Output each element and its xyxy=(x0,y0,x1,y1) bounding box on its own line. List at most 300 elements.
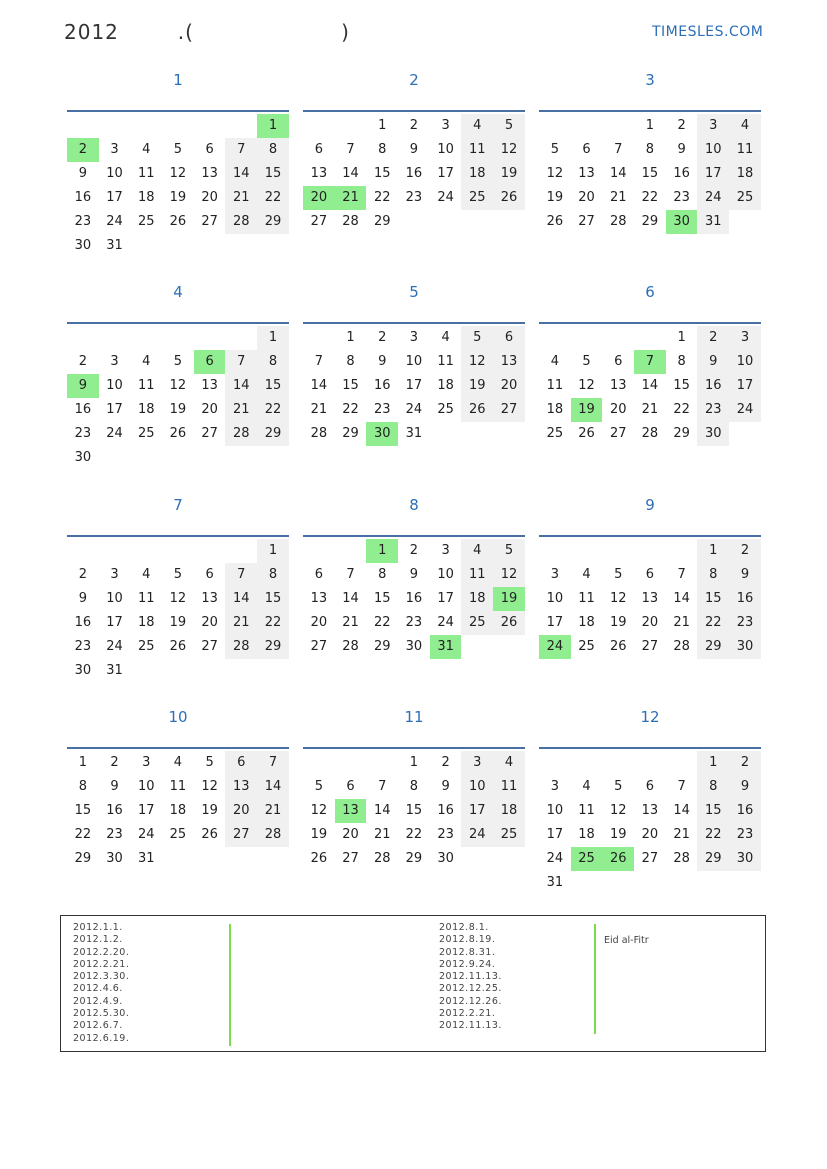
day-cell-holiday: 20 xyxy=(303,186,335,210)
day-cell: 2 xyxy=(697,326,729,350)
holiday-date: 2012.11.13. xyxy=(439,971,502,983)
day-cell: 15 xyxy=(641,166,659,181)
day-cell: 26 xyxy=(493,611,525,635)
day-cell: 23 xyxy=(697,398,729,422)
day-cell: 19 xyxy=(169,402,187,417)
month-title: 5 xyxy=(409,283,419,301)
day-cell-empty xyxy=(130,539,162,563)
day-cell: 10 xyxy=(106,591,123,606)
day-cell-holiday: 19 xyxy=(571,398,603,422)
day-cell: 12 xyxy=(461,350,493,374)
day-cell: 13 xyxy=(310,166,328,181)
day-cell: 29 xyxy=(74,851,92,866)
day-cell: 11 xyxy=(578,803,595,818)
day-cell: 13 xyxy=(609,378,627,393)
day-cell: 18 xyxy=(169,803,187,818)
day-cell: 2 xyxy=(729,539,761,563)
day-cell: 15 xyxy=(257,587,289,611)
month-divider xyxy=(67,747,289,749)
day-cell: 30 xyxy=(74,450,92,465)
day-cell: 7 xyxy=(225,563,257,587)
day-cell: 5 xyxy=(173,142,183,157)
day-cell: 13 xyxy=(201,378,218,393)
day-cell-empty xyxy=(571,539,603,563)
day-cell: 14 xyxy=(225,587,257,611)
day-cell-empty xyxy=(130,326,162,350)
day-cell: 3 xyxy=(550,779,559,794)
day-cell: 13 xyxy=(310,591,328,606)
day-cell: 12 xyxy=(546,166,564,181)
day-cell: 1 xyxy=(697,539,729,563)
day-cell: 19 xyxy=(461,374,493,398)
day-cell: 26 xyxy=(546,214,564,229)
day-cell: 14 xyxy=(257,775,289,799)
month-title: 1 xyxy=(173,71,183,89)
day-cell: 11 xyxy=(729,138,761,162)
day-cell: 10 xyxy=(437,142,454,157)
day-cell-empty xyxy=(634,751,666,775)
day-cell: 12 xyxy=(493,563,525,587)
day-cell-empty xyxy=(67,114,99,138)
day-cell: 17 xyxy=(729,374,761,398)
month-title: 8 xyxy=(409,496,419,514)
day-cell: 20 xyxy=(493,374,525,398)
day-cell: 10 xyxy=(106,166,123,181)
day-cell: 8 xyxy=(697,775,729,799)
day-cell: 10 xyxy=(729,350,761,374)
day-cell: 1 xyxy=(78,755,87,770)
month-block xyxy=(67,701,289,871)
day-cell: 8 xyxy=(677,354,686,369)
day-cell: 4 xyxy=(441,330,450,345)
day-cell: 28 xyxy=(225,635,257,659)
day-cell: 8 xyxy=(378,142,387,157)
day-cell-empty xyxy=(303,539,335,563)
day-cell: 23 xyxy=(405,615,423,630)
holiday-date: 2012.11.13. xyxy=(439,1020,502,1032)
day-cell: 29 xyxy=(257,422,289,446)
day-cell-empty xyxy=(225,326,257,350)
day-cell: 29 xyxy=(373,639,391,654)
day-cell: 10 xyxy=(106,378,123,393)
day-cell-empty xyxy=(335,114,367,138)
day-cell: 17 xyxy=(437,166,454,181)
day-cell: 19 xyxy=(609,827,627,842)
day-cell: 25 xyxy=(461,186,493,210)
day-cell: 24 xyxy=(546,851,564,866)
day-cell: 20 xyxy=(201,402,218,417)
day-cell-empty xyxy=(634,539,666,563)
month-block xyxy=(303,489,525,659)
holiday-date: 2012.8.19. xyxy=(439,934,496,946)
day-cell: 7 xyxy=(225,350,257,374)
day-cell: 19 xyxy=(609,615,627,630)
day-cell-holiday: 24 xyxy=(539,635,571,659)
month-block xyxy=(539,64,761,234)
day-cell: 6 xyxy=(493,326,525,350)
day-cell-holiday: 31 xyxy=(430,635,462,659)
day-cell: 4 xyxy=(142,354,151,369)
day-cell: 20 xyxy=(641,827,659,842)
day-cell: 27 xyxy=(641,851,659,866)
day-cell: 14 xyxy=(673,803,690,818)
day-cell: 12 xyxy=(169,378,187,393)
day-cell-empty xyxy=(303,326,335,350)
day-cell: 3 xyxy=(142,755,151,770)
month-divider xyxy=(303,110,525,112)
day-cell: 26 xyxy=(578,426,595,441)
day-cell: 14 xyxy=(342,591,359,606)
day-cell: 12 xyxy=(201,779,218,794)
day-cell: 11 xyxy=(578,591,595,606)
day-cell-holiday: 30 xyxy=(366,422,398,446)
day-cell: 28 xyxy=(342,639,359,654)
day-cell-empty xyxy=(366,751,398,775)
month-day-grid xyxy=(67,326,289,470)
day-cell: 30 xyxy=(437,851,454,866)
day-cell: 9 xyxy=(729,563,761,587)
month-divider xyxy=(539,747,761,749)
day-cell: 24 xyxy=(697,186,729,210)
holiday-date: 2012.8.1. xyxy=(439,922,489,933)
day-cell: 12 xyxy=(609,803,627,818)
day-cell: 17 xyxy=(106,402,123,417)
day-cell: 3 xyxy=(729,326,761,350)
day-cell: 8 xyxy=(257,138,289,162)
day-cell: 7 xyxy=(346,142,355,157)
day-cell: 16 xyxy=(673,166,690,181)
day-cell: 19 xyxy=(169,190,187,205)
day-cell: 2 xyxy=(441,755,450,770)
day-cell: 12 xyxy=(609,591,627,606)
day-cell: 22 xyxy=(405,827,423,842)
day-cell: 12 xyxy=(310,803,328,818)
day-cell: 15 xyxy=(697,587,729,611)
month-title: 4 xyxy=(173,283,183,301)
day-cell-empty xyxy=(634,326,666,350)
day-cell: 9 xyxy=(110,779,119,794)
holiday-bar-right xyxy=(594,924,596,1034)
day-cell: 29 xyxy=(673,426,690,441)
day-cell: 1 xyxy=(677,330,686,345)
day-cell: 26 xyxy=(169,426,187,441)
day-cell: 21 xyxy=(342,615,359,630)
brand-link[interactable]: TIMESLES.COM xyxy=(652,24,764,40)
day-cell: 25 xyxy=(169,827,187,842)
day-cell-holiday: 21 xyxy=(335,186,367,210)
day-cell: 18 xyxy=(437,378,454,393)
day-cell: 19 xyxy=(310,827,328,842)
day-cell: 4 xyxy=(582,567,591,582)
day-cell: 10 xyxy=(697,138,729,162)
day-cell: 16 xyxy=(729,587,761,611)
day-cell: 22 xyxy=(257,186,289,210)
holiday-date: 2012.2.21. xyxy=(73,958,130,970)
day-cell: 30 xyxy=(405,639,423,654)
day-cell-empty xyxy=(602,751,634,775)
day-cell: 17 xyxy=(106,615,123,630)
holiday-date: 2012.4.6. xyxy=(73,983,123,995)
day-cell: 5 xyxy=(493,539,525,563)
day-cell: 3 xyxy=(441,543,450,558)
day-cell-holiday: 6 xyxy=(194,350,226,374)
day-cell: 12 xyxy=(578,378,595,393)
day-cell: 11 xyxy=(169,779,187,794)
day-cell: 10 xyxy=(546,591,564,606)
day-cell-holiday: 1 xyxy=(257,114,289,138)
day-cell-empty xyxy=(130,114,162,138)
day-cell: 16 xyxy=(437,803,454,818)
day-cell: 26 xyxy=(169,639,187,654)
day-cell: 28 xyxy=(673,639,690,654)
day-cell: 23 xyxy=(437,827,454,842)
month-block xyxy=(67,276,289,470)
holiday-date: 2012.2.21. xyxy=(439,1008,496,1020)
day-cell: 20 xyxy=(225,799,257,823)
day-cell-empty xyxy=(194,539,226,563)
day-cell: 22 xyxy=(697,823,729,847)
day-cell: 15 xyxy=(257,374,289,398)
day-cell: 25 xyxy=(137,639,155,654)
day-cell: 20 xyxy=(578,190,595,205)
day-cell: 21 xyxy=(373,827,391,842)
day-cell: 16 xyxy=(405,591,423,606)
day-cell-holiday: 30 xyxy=(666,210,698,234)
day-cell: 27 xyxy=(609,426,627,441)
day-cell-holiday: 1 xyxy=(366,539,398,563)
day-cell: 28 xyxy=(225,210,257,234)
day-cell-empty xyxy=(571,114,603,138)
day-cell: 4 xyxy=(461,539,493,563)
day-cell: 19 xyxy=(169,615,187,630)
day-cell: 16 xyxy=(106,803,123,818)
day-cell: 3 xyxy=(441,118,450,133)
day-cell: 8 xyxy=(409,779,419,794)
day-cell: 29 xyxy=(697,847,729,871)
holiday-notes-box xyxy=(60,915,766,1052)
day-cell: 1 xyxy=(378,118,387,133)
day-cell: 2 xyxy=(78,354,87,369)
day-cell: 15 xyxy=(342,378,359,393)
day-cell: 25 xyxy=(137,214,155,229)
day-cell: 21 xyxy=(673,615,690,630)
day-cell: 9 xyxy=(409,567,419,582)
day-cell: 6 xyxy=(645,567,655,582)
day-cell-empty xyxy=(666,539,698,563)
day-cell: 27 xyxy=(201,426,218,441)
month-day-grid xyxy=(303,539,525,659)
month-divider xyxy=(303,535,525,537)
day-cell: 22 xyxy=(697,611,729,635)
day-cell: 31 xyxy=(106,238,123,253)
day-cell: 20 xyxy=(342,827,359,842)
day-cell: 7 xyxy=(314,354,323,369)
month-title: 3 xyxy=(645,71,655,89)
month-day-grid xyxy=(303,114,525,234)
day-cell: 16 xyxy=(373,378,391,393)
day-cell: 30 xyxy=(697,422,729,446)
day-cell: 12 xyxy=(169,166,187,181)
day-cell-empty xyxy=(99,114,131,138)
day-cell: 7 xyxy=(257,751,289,775)
day-cell: 8 xyxy=(697,563,729,587)
day-cell: 8 xyxy=(346,354,355,369)
day-cell: 11 xyxy=(546,378,564,393)
holiday-dates-right xyxy=(439,922,502,1033)
day-cell: 13 xyxy=(641,803,659,818)
day-cell-empty xyxy=(335,751,367,775)
day-cell: 9 xyxy=(697,350,729,374)
day-cell: 21 xyxy=(225,398,257,422)
day-cell: 28 xyxy=(641,426,659,441)
day-cell: 22 xyxy=(342,402,359,417)
day-cell: 18 xyxy=(729,162,761,186)
day-cell: 23 xyxy=(74,426,92,441)
day-cell: 31 xyxy=(697,210,729,234)
day-cell-empty xyxy=(67,539,99,563)
day-cell: 5 xyxy=(314,779,323,794)
holiday-date: 2012.1.2. xyxy=(73,934,123,946)
day-cell: 24 xyxy=(137,827,155,842)
day-cell: 9 xyxy=(677,142,686,157)
day-cell: 21 xyxy=(673,827,690,842)
day-cell: 11 xyxy=(493,775,525,799)
day-cell: 27 xyxy=(342,851,359,866)
day-cell: 29 xyxy=(641,214,659,229)
month-title: 11 xyxy=(404,708,424,726)
day-cell: 28 xyxy=(310,426,328,441)
day-cell: 30 xyxy=(729,635,761,659)
day-cell: 13 xyxy=(493,350,525,374)
day-cell: 10 xyxy=(437,567,454,582)
holiday-date: 2012.5.30. xyxy=(73,1008,130,1020)
day-cell: 8 xyxy=(257,350,289,374)
month-divider xyxy=(303,747,525,749)
day-cell: 26 xyxy=(201,827,218,842)
month-day-grid xyxy=(539,751,761,895)
day-cell: 11 xyxy=(437,354,454,369)
day-cell: 10 xyxy=(546,803,564,818)
day-cell: 18 xyxy=(493,799,525,823)
day-cell: 28 xyxy=(373,851,391,866)
day-cell: 15 xyxy=(373,591,391,606)
day-cell-holiday: 19 xyxy=(493,587,525,611)
month-block xyxy=(539,276,761,446)
day-cell: 13 xyxy=(201,166,218,181)
day-cell: 17 xyxy=(405,378,423,393)
day-cell: 14 xyxy=(225,374,257,398)
day-cell: 15 xyxy=(673,378,690,393)
day-cell: 16 xyxy=(729,799,761,823)
day-cell: 23 xyxy=(729,611,761,635)
day-cell: 6 xyxy=(314,142,323,157)
day-cell: 27 xyxy=(201,214,218,229)
day-cell: 17 xyxy=(546,827,564,842)
day-cell: 25 xyxy=(437,402,454,417)
day-cell: 23 xyxy=(373,402,391,417)
month-title: 12 xyxy=(640,708,660,726)
day-cell: 18 xyxy=(461,587,493,611)
day-cell: 22 xyxy=(673,402,690,417)
day-cell: 2 xyxy=(110,755,119,770)
day-cell: 5 xyxy=(550,142,559,157)
day-cell: 14 xyxy=(673,591,690,606)
day-cell: 11 xyxy=(461,138,493,162)
holiday-dates-left xyxy=(73,922,129,1045)
day-cell: 13 xyxy=(225,775,257,799)
day-cell: 28 xyxy=(257,823,289,847)
day-cell: 29 xyxy=(405,851,423,866)
day-cell-empty xyxy=(539,114,571,138)
day-cell: 5 xyxy=(173,567,183,582)
day-cell: 31 xyxy=(106,663,123,678)
day-cell: 22 xyxy=(257,611,289,635)
day-cell: 23 xyxy=(74,214,92,229)
day-cell: 27 xyxy=(201,639,218,654)
day-cell-empty xyxy=(602,539,634,563)
day-cell-empty xyxy=(99,326,131,350)
month-block xyxy=(303,276,525,446)
day-cell: 11 xyxy=(137,591,155,606)
day-cell: 3 xyxy=(550,567,559,582)
day-cell: 2 xyxy=(729,751,761,775)
day-cell: 14 xyxy=(609,166,627,181)
holiday-date: 2012.4.9. xyxy=(73,995,123,1007)
day-cell: 3 xyxy=(697,114,729,138)
day-cell: 20 xyxy=(201,190,218,205)
day-cell: 29 xyxy=(257,635,289,659)
day-cell: 16 xyxy=(74,402,92,417)
day-cell: 27 xyxy=(310,639,328,654)
day-cell: 22 xyxy=(74,827,92,842)
month-divider xyxy=(67,322,289,324)
day-cell: 5 xyxy=(173,354,183,369)
day-cell: 18 xyxy=(578,615,595,630)
day-cell: 28 xyxy=(673,851,690,866)
day-cell: 30 xyxy=(729,847,761,871)
day-cell-empty xyxy=(571,326,603,350)
day-cell: 9 xyxy=(729,775,761,799)
day-cell: 4 xyxy=(142,567,151,582)
holiday-date: 2012.6.19. xyxy=(73,1032,130,1044)
day-cell: 26 xyxy=(461,398,493,422)
day-cell: 27 xyxy=(578,214,595,229)
day-cell-empty xyxy=(666,751,698,775)
day-cell: 6 xyxy=(205,142,214,157)
day-cell: 26 xyxy=(169,214,187,229)
month-title: 7 xyxy=(173,496,183,514)
day-cell: 9 xyxy=(441,779,450,794)
day-cell: 27 xyxy=(493,398,525,422)
day-cell: 9 xyxy=(78,166,87,181)
day-cell: 13 xyxy=(578,166,595,181)
day-cell: 3 xyxy=(110,567,119,582)
day-cell: 25 xyxy=(461,611,493,635)
day-cell: 28 xyxy=(609,214,627,229)
month-divider xyxy=(539,535,761,537)
day-cell: 2 xyxy=(78,567,87,582)
day-cell: 6 xyxy=(314,567,323,582)
day-cell: 27 xyxy=(225,823,257,847)
day-cell: 7 xyxy=(677,779,686,794)
day-cell: 23 xyxy=(74,639,92,654)
month-day-grid xyxy=(67,751,289,871)
day-cell: 20 xyxy=(310,615,328,630)
day-cell: 24 xyxy=(106,426,123,441)
day-cell: 26 xyxy=(310,851,328,866)
day-cell: 18 xyxy=(137,190,155,205)
day-cell: 15 xyxy=(74,803,92,818)
